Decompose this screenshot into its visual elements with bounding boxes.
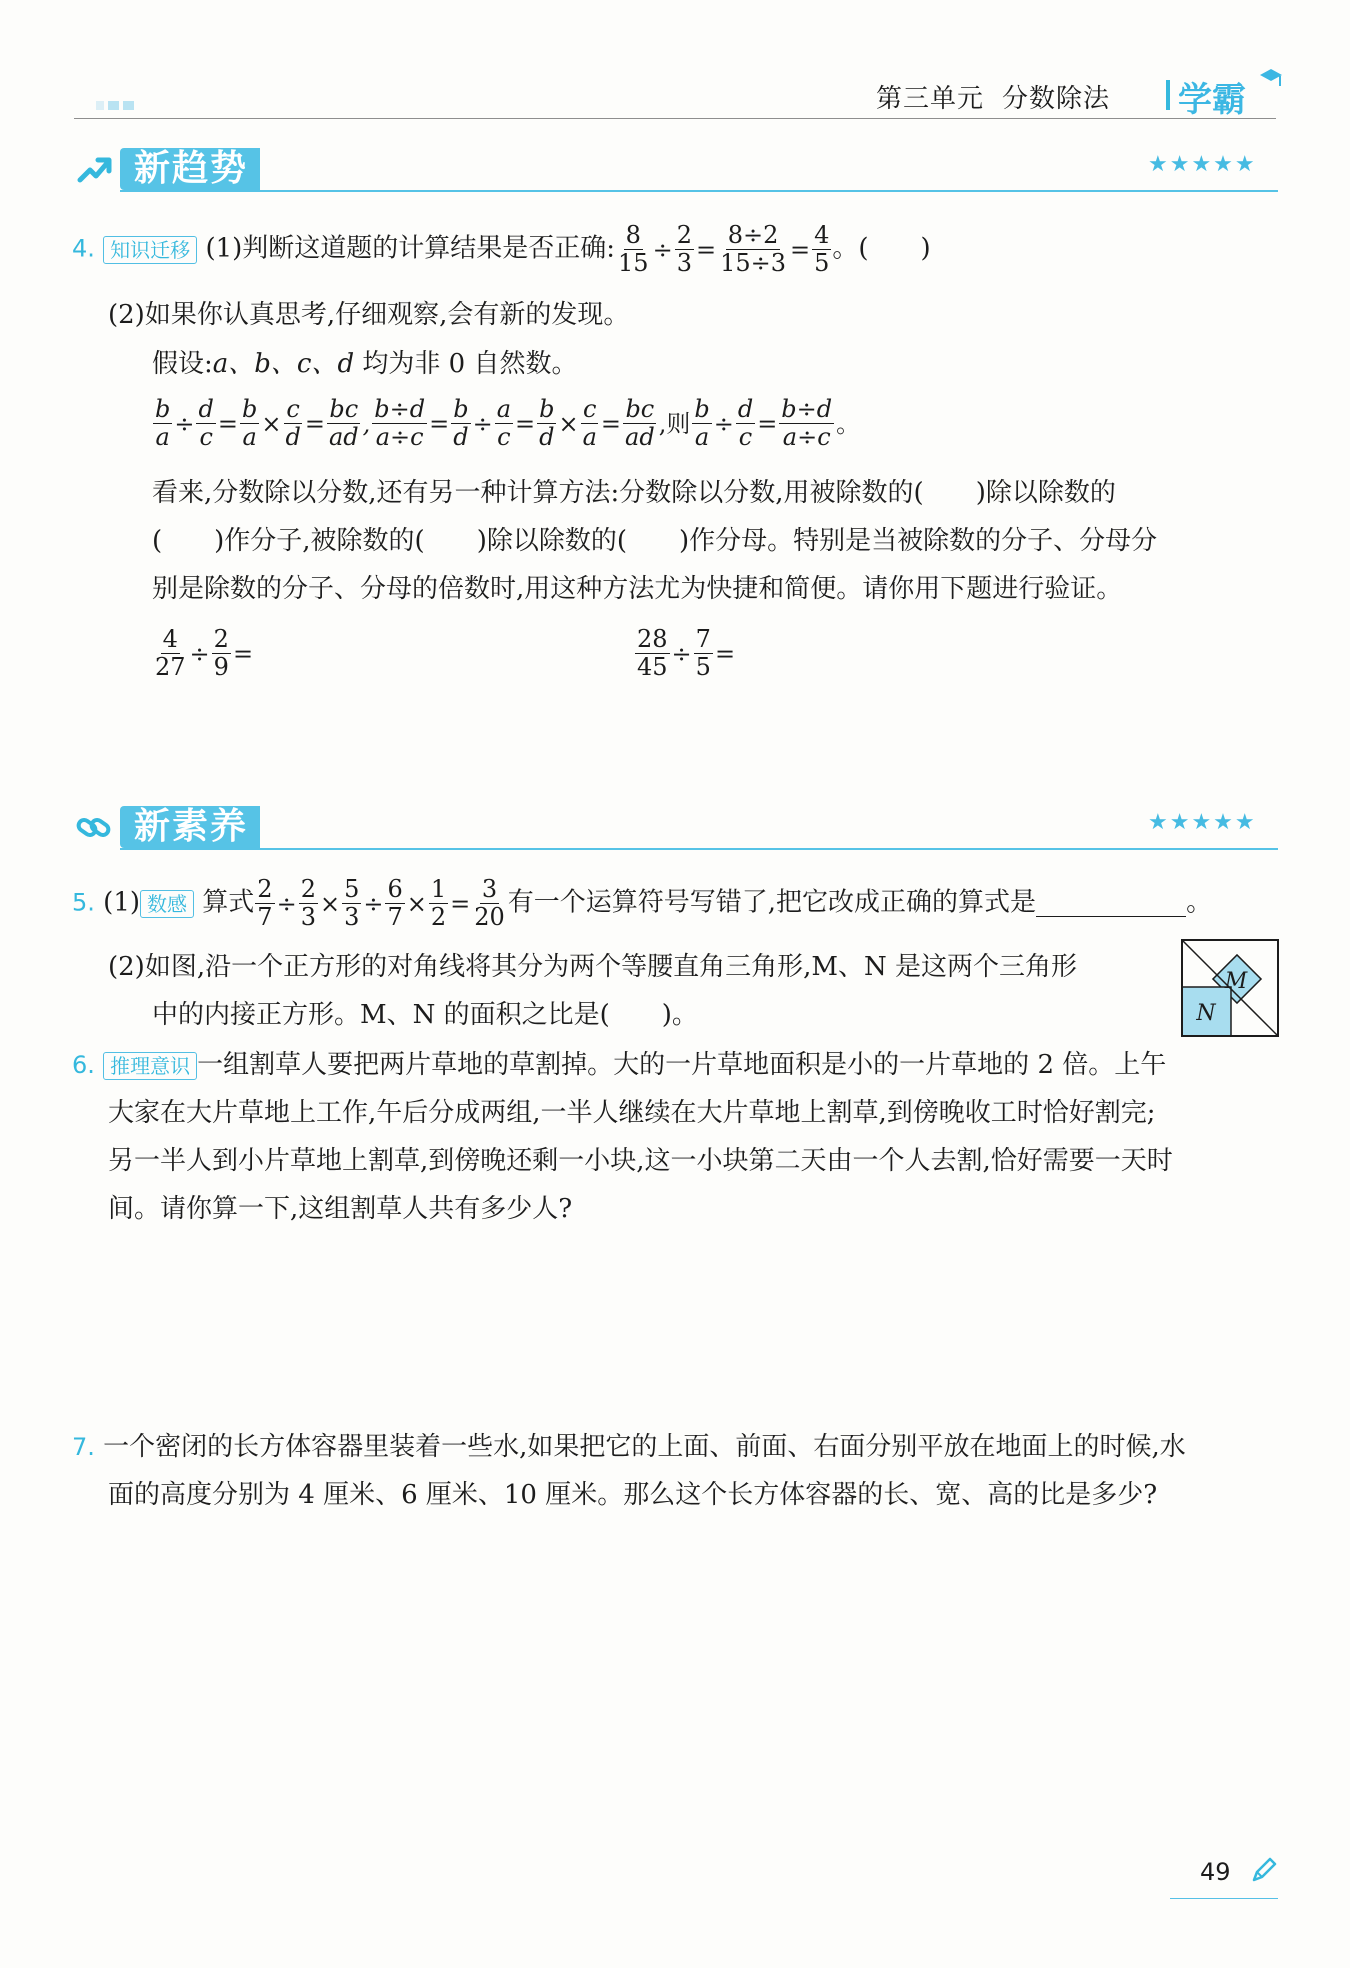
q4-explain-line2: ( )作分子,被除数的( )除以除数的( )作分母。特别是当被除数的分子、分母分: [152, 526, 1158, 556]
header-title: [858, 78, 1110, 115]
graduation-cap-icon: [1258, 66, 1284, 92]
q5-end: 。: [1186, 887, 1213, 918]
section-rule: [120, 190, 1278, 192]
header-decoration: [96, 95, 138, 114]
q6-line3: 另一半人到小片草地上割草,到傍晚还剩一小块,这一小块第二天由一个人去割,恰好需要一天时: [108, 1146, 1173, 1176]
q6-line1: [72, 1050, 1166, 1080]
q4-explain-line3: 别是除数的分子、分母的倍数时,用这种方法尤为快捷和简便。请你用下题进行验证。: [152, 574, 1123, 604]
q5-prefix: 算式: [202, 887, 255, 918]
q5-suffix: 有一个运算符号写错了,把它改成正确的算式是: [507, 887, 1037, 918]
q6-text-line1: 一组割草人要把两片草地的草割掉。大的一片草地面积是小的一片草地的 2 倍。上午: [197, 1050, 1167, 1080]
then-word: ,则: [658, 409, 691, 438]
assume-suffix: 均为非 0 自然数。: [354, 349, 578, 379]
label-m: M: [1224, 969, 1248, 994]
q7-line1: [72, 1432, 1186, 1462]
q4-part2: (2)如果你认真思考,仔细观察,会有新的发现。: [108, 300, 630, 330]
assume-vars: a、b、c、d: [212, 349, 355, 379]
question-number: 6.: [72, 1051, 95, 1079]
header-chapter: 分数除法: [1001, 84, 1110, 114]
q7-text-line1: 一个密闭的长方体容器里装着一些水,如果把它的上面、前面、右面分别平放在地面上的时候,水: [103, 1432, 1186, 1462]
q7-line2: 面的高度分别为 4 厘米、6 厘米、10 厘米。那么这个长方体容器的长、宽、高的比是多少?: [108, 1480, 1158, 1510]
q4-derivation: $\frac{b}{a}$ ÷ $\frac{d}{c}$ = $\frac{b}{a}$ × $\frac{c}{d}$ = $\frac{bc}{ad}$ , $\frac{b\div d}{a\div c}$ = $\frac{b}{d}$ ÷ $\frac{a}{c}$ = $\frac{b}{d}$ × $\frac{c}{a}$ = $\frac{bc}{ad}$ ,则 $\frac{b}{a}$ ÷ $\frac{d}{c}$ = $\frac{b\div d}{a\div c}$ 。: [155, 395, 861, 451]
q4-part1: 4. 知识迁移 (1)判断这道题的计算结果是否正确: $\frac{8}{15}$ ÷ $\frac{2}{3}$ = $\frac{8\div 2}{15\div 3}$ = $\frac{4}{5}$ 。( ): [72, 221, 931, 277]
q4-assumption: [152, 349, 577, 379]
question-number: 7.: [72, 1433, 95, 1461]
page-number: 49: [1200, 1858, 1231, 1886]
section-title-trend: 新趋势: [120, 148, 260, 190]
skill-tag: 数感: [140, 890, 194, 918]
pencil-icon: [1250, 1856, 1278, 1884]
fraction: $\frac{8}{15}$: [618, 221, 649, 277]
link-chain-icon: [74, 808, 114, 848]
q6-line4: 间。请你算一下,这组割草人共有多少人?: [108, 1194, 573, 1224]
square-diagram: [1180, 938, 1280, 1038]
section-rule: [120, 848, 1278, 850]
difficulty-stars: ★★★★★: [1148, 152, 1257, 177]
label-n: N: [1196, 1001, 1216, 1026]
header-rule: [74, 118, 1276, 119]
fraction: $\frac{4}{5}$: [814, 221, 830, 277]
q4-exercise-a: $\frac{4}{27}$ ÷ $\frac{2}{9}$ =: [155, 625, 254, 681]
skill-tag: 推理意识: [103, 1052, 197, 1080]
q6-line2: 大家在大片草地上工作,午后分成两组,一半人继续在大片草地上割草,到傍晚收工时恰好割完;: [108, 1098, 1156, 1128]
difficulty-stars: ★★★★★: [1148, 810, 1257, 835]
q4-exercise-b: $\frac{28}{45}$ ÷ $\frac{7}{5}$ =: [637, 625, 736, 681]
q5-part2-line2: 中的内接正方形。M、N 的面积之比是( )。: [152, 1000, 698, 1030]
header-divider: [1166, 80, 1170, 110]
assume-prefix: 假设:: [152, 349, 213, 379]
header-unit: 第三单元: [875, 84, 984, 114]
question-number: 5.: [72, 888, 95, 917]
skill-tag: 知识迁移: [103, 236, 197, 264]
q5-part1: 5. (1) 数感 算式 $\frac{2}{7}$ ÷ $\frac{2}{3}$ × $\frac{5}{3}$ ÷ $\frac{6}{7}$ × $\frac{1}{2}$ = $\frac{3}{20}$ 有一个运算符号写错了,把它改成正确的算式是 。: [72, 875, 1213, 931]
answer-paren: 。( ): [832, 233, 931, 264]
question-number: 4.: [72, 234, 95, 263]
footer-rule: [1170, 1898, 1278, 1899]
fraction: $\frac{8\div 2}{15\div 3}$: [720, 221, 786, 277]
brand-logo: 学霸: [1178, 80, 1246, 120]
answer-blank[interactable]: [1036, 890, 1186, 917]
fraction: $\frac{2}{3}$: [676, 221, 692, 277]
q4-explain-line1: 看来,分数除以分数,还有另一种计算方法:分数除以分数,用被除数的( )除以除数的: [152, 478, 1116, 508]
section-title-literacy: 新素养: [120, 806, 260, 848]
q5-part2-line1: (2)如图,沿一个正方形的对角线将其分为两个等腰直角三角形,M、N 是这两个三角形: [108, 952, 1077, 982]
q4-part1-text: (1)判断这道题的计算结果是否正确:: [205, 233, 616, 264]
q5-part1-label: (1): [103, 887, 141, 918]
trend-arrow-icon: [74, 150, 114, 190]
